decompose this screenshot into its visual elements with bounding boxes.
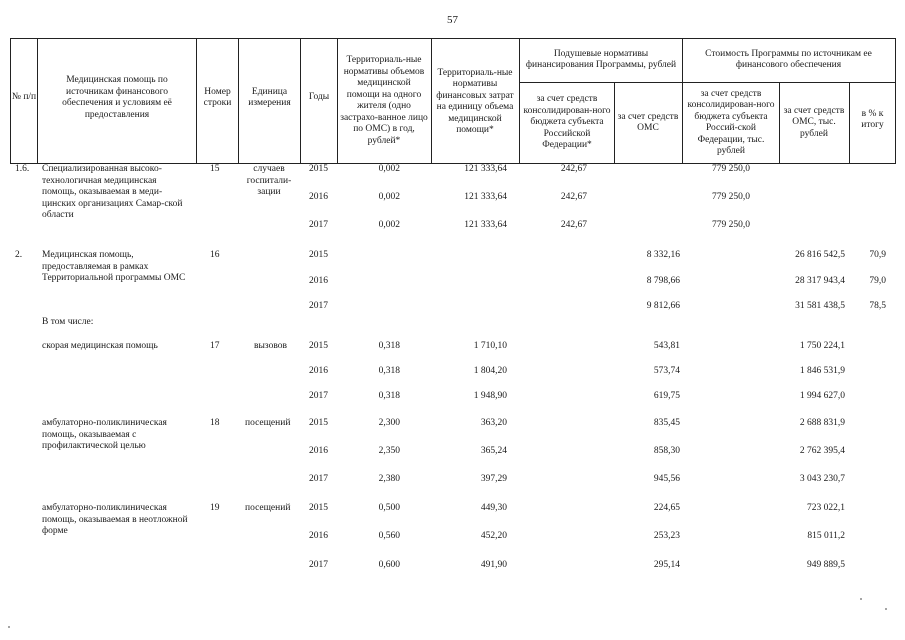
- header-cost-norms: Территориаль-ные нормативы финансовых затрат на единицу объема медицинской помощи*: [436, 67, 514, 135]
- header-subcol-border: [614, 82, 615, 164]
- row-c-oms: 1 994 627,0: [799, 391, 845, 401]
- header-row-no: Номер строки: [203, 86, 232, 108]
- row-name: Медицинская помощь, предоставляемая в рамках Территориальной программы ОМС: [42, 250, 186, 283]
- scan-speck: [885, 608, 887, 610]
- row-c-pct: 78,5: [869, 301, 886, 311]
- row-vol: 0,560: [378, 531, 400, 541]
- header-subgroup-divider-1: [519, 82, 682, 83]
- row-pc-budget: 242,67: [560, 220, 587, 230]
- row-year: 2017: [309, 391, 328, 401]
- row-c-pct: 79,0: [869, 276, 886, 286]
- row-year: 2015: [309, 418, 328, 428]
- row-c-pct: 70,9: [869, 250, 886, 260]
- row-cost: 452,20: [480, 531, 507, 541]
- row-vol: 0,318: [378, 391, 400, 401]
- row-year: 2017: [309, 220, 328, 230]
- row-c-oms: 723 022,1: [807, 503, 845, 513]
- header-col-border: [37, 38, 38, 164]
- row-year: 2015: [309, 341, 328, 351]
- row-pc-oms: 8 332,16: [646, 250, 680, 260]
- row-cost: 363,20: [480, 418, 507, 428]
- row-name: амбулаторно-поликлиническая помощь, оказываемая с профилактической целью: [42, 418, 167, 451]
- table-header: [0, 38, 905, 164]
- header-top-border: [10, 38, 895, 39]
- row-c-oms: 815 011,2: [807, 531, 845, 541]
- row-c-oms: 2 762 395,4: [799, 446, 845, 456]
- header-per-capita-group: Подушевые нормативы финансирования Программы, рублей: [525, 48, 677, 70]
- header-years: Годы: [308, 92, 330, 103]
- row-c-budget: 779 250,0: [712, 164, 750, 174]
- row-cost: 1 710,10: [473, 341, 507, 351]
- row-cost: 365,24: [480, 446, 507, 456]
- header-col-border: [337, 38, 338, 164]
- row-c-oms: 28 317 943,4: [795, 276, 845, 286]
- scan-speck: [860, 598, 862, 600]
- row-name: скорая медицинская помощь: [42, 341, 158, 351]
- row-row-no: 16: [210, 250, 220, 260]
- row-vol: 2,380: [378, 474, 400, 484]
- row-vol: 0,318: [378, 341, 400, 351]
- row-vol: 2,300: [378, 418, 400, 428]
- row-unit: посещений: [245, 503, 291, 513]
- row-pc-oms: 945,56: [653, 474, 680, 484]
- row-row-no: 17: [210, 341, 220, 351]
- row-year: 2017: [309, 560, 328, 570]
- row-num: 2.: [15, 250, 23, 260]
- row-pc-oms: 573,74: [653, 366, 680, 376]
- header-care: Медицинская помощь по источникам финансового обеспечения и условиям её предоставления: [62, 75, 172, 120]
- row-year: 2016: [309, 192, 328, 202]
- row-pc-oms: 224,65: [653, 503, 680, 513]
- row-year: 2015: [309, 250, 328, 260]
- header-per-capita-oms: за счет средств ОМС: [617, 111, 679, 133]
- page-number: 57: [447, 14, 458, 26]
- row-pc-oms: 9 812,66: [646, 301, 680, 311]
- row-vol: 0,318: [378, 366, 400, 376]
- header-subcol-border: [849, 82, 850, 164]
- row-pc-oms: 835,45: [653, 418, 680, 428]
- row-cost: 397,29: [480, 474, 507, 484]
- header-volume-norms: Территориаль-ные нормативы объемов медицинской помощи на одного жителя (одно застрахо-ванное лицо по ОМС) в год, рублей*: [340, 55, 428, 146]
- row-row-no: 19: [210, 503, 220, 513]
- row-c-oms: 31 581 438,5: [795, 301, 845, 311]
- header-col-border: [682, 38, 683, 164]
- row-pc-oms: 8 798,66: [646, 276, 680, 286]
- header-cost-oms: за счет средств ОМС, тыс. рублей: [783, 105, 845, 139]
- header-per-capita-budget: за счет средств консолидирован-ного бюджета субъекта Российской Федерации*: [523, 94, 611, 151]
- row-name: Специализированная высоко-технологичная медицинская помощь, оказываемая в меди-цинских организациях Самар-ской области: [42, 164, 183, 220]
- row-cost: 449,30: [480, 503, 507, 513]
- row-cost: 1 804,20: [473, 366, 507, 376]
- row-unit: случаев госпитали-зации: [246, 164, 292, 197]
- row-vol: 0,500: [378, 503, 400, 513]
- row-vol: 0,002: [378, 164, 400, 174]
- row-row-no: 15: [210, 164, 220, 174]
- row-cost: 121 333,64: [464, 164, 507, 174]
- header-num: № п/п: [11, 92, 37, 103]
- row-vol: 0,600: [378, 560, 400, 570]
- row-num: 1.6.: [15, 164, 30, 174]
- row-c-oms: 1 750 224,1: [799, 341, 845, 351]
- header-col-border: [431, 38, 432, 164]
- row-c-oms: 949 889,5: [807, 560, 845, 570]
- row-year: 2016: [309, 366, 328, 376]
- header-cost-group: Стоимость Программы по источникам ее финансового обеспечения: [705, 48, 872, 70]
- row-cost: 121 333,64: [464, 192, 507, 202]
- row-pc-oms: 619,75: [653, 391, 680, 401]
- row-pc-budget: 242,67: [560, 164, 587, 174]
- header-cost-pct: в % к итогу: [861, 108, 884, 130]
- row-pc-oms: 295,14: [653, 560, 680, 570]
- row-name: амбулаторно-поликлиническая помощь, оказываемая в неотложной форме: [42, 503, 188, 536]
- header-cost-budget: за счет средств консолидирован-ного бюджета субъекта Россий-ской Федерации, тыс. рублей: [687, 88, 775, 156]
- row-c-budget: 779 250,0: [712, 192, 750, 202]
- row-year: 2017: [309, 474, 328, 484]
- row-c-oms: 1 846 531,9: [799, 366, 845, 376]
- row-name: В том числе:: [42, 317, 94, 327]
- row-cost: 491,90: [480, 560, 507, 570]
- row-vol: 0,002: [378, 192, 400, 202]
- row-unit: посещений: [245, 418, 291, 428]
- row-vol: 0,002: [378, 220, 400, 230]
- row-c-oms: 2 688 831,9: [799, 418, 845, 428]
- row-vol: 2,350: [378, 446, 400, 456]
- header-unit: Единица измерения: [248, 86, 291, 108]
- row-c-budget: 779 250,0: [712, 220, 750, 230]
- row-row-no: 18: [210, 418, 220, 428]
- row-year: 2015: [309, 164, 328, 174]
- row-pc-budget: 242,67: [560, 192, 587, 202]
- row-pc-oms: 858,30: [653, 446, 680, 456]
- header-col-border: [519, 38, 520, 164]
- row-year: 2016: [309, 446, 328, 456]
- row-year: 2016: [309, 531, 328, 541]
- row-pc-oms: 543,81: [653, 341, 680, 351]
- row-year: 2015: [309, 503, 328, 513]
- header-subgroup-divider-2: [682, 82, 895, 83]
- header-col-border: [895, 38, 896, 164]
- scan-speck: [8, 626, 10, 628]
- row-year: 2017: [309, 301, 328, 311]
- row-c-oms: 26 816 542,5: [795, 250, 845, 260]
- header-subcol-border: [779, 82, 780, 164]
- row-cost: 1 948,90: [473, 391, 507, 401]
- row-year: 2016: [309, 276, 328, 286]
- row-c-oms: 3 043 230,7: [799, 474, 845, 484]
- row-unit: вызовов: [254, 341, 287, 351]
- row-cost: 121 333,64: [464, 220, 507, 230]
- row-pc-oms: 253,23: [653, 531, 680, 541]
